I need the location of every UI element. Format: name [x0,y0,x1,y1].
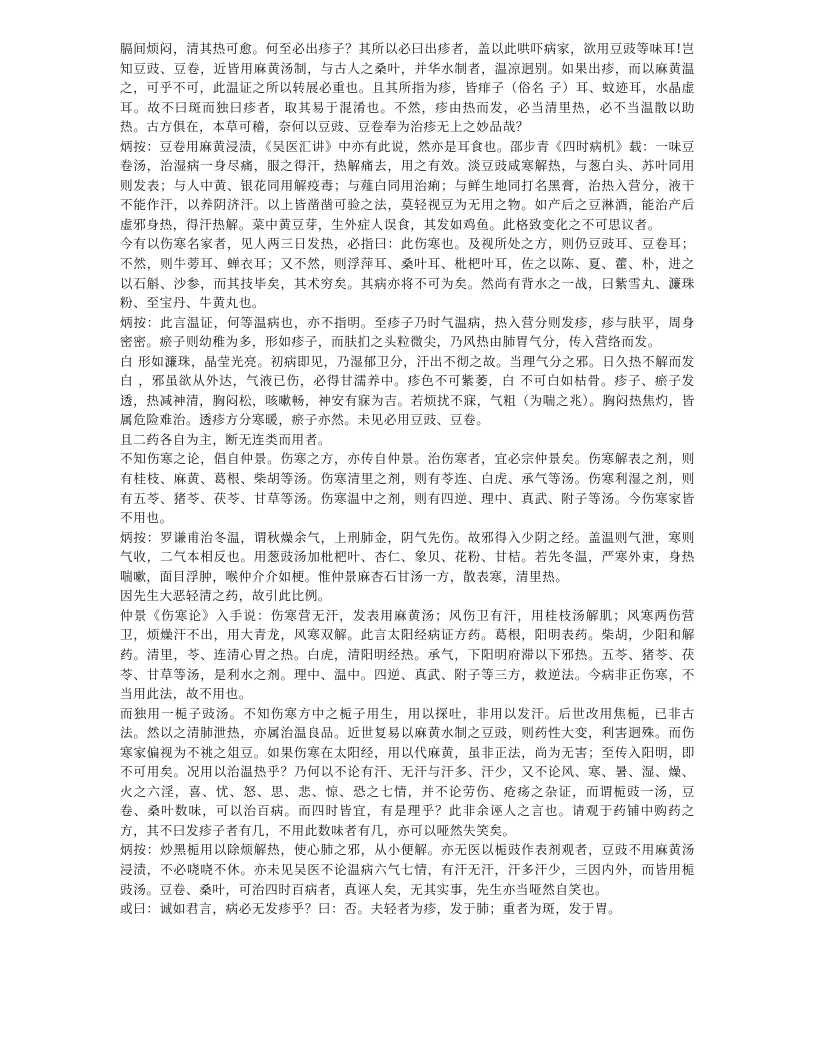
paragraph-7: 不知伤寒之论，倡自仲景。伤寒之方，亦传自仲景。治伤寒者，宜必宗仲景矣。伤寒解表之剂，则有桂枝、麻黄、葛根、柴胡等汤。伤寒清里之剂，则有苓连、白虎、承气等汤。伤寒利湿之剂，则有五苓、猪苓、茯苓、甘草等汤。伤寒温中之剂，则有四逆、理中、真武、附子等汤。今伤寒家皆不用也。 [120,451,695,526]
paragraph-11: 而独用一栀子豉汤。不知伤寒方中之栀子用生，用以探吐，非用以发汗。后世改用焦栀，已非古法。然以之清肺泄热，亦属治温良品。近世复易以麻黄水制之豆豉，则药性大变，利害迥殊。而伤寒家偏视为不祧之俎豆。如果伤寒在太阳经，用以代麻黄，虽非正法，尚为无害；至传入阳明，即不可用矣。况用以治温热乎？乃何以不论有汗、无汗与汗多、汗少，又不论风、寒、暑、湿、燥、火之六淫，喜、忧、怒、思、悲、惊、恐之七情，并不论劳伤、疮疡之杂证，而谓栀豉一汤，豆卷、桑叶数味，可以治百病。而四时皆宜，有是理乎？此非余诬人之言也。请观于药铺中购药之方，其不曰发疹子者有几，不用此数味者有几，亦可以哑然失笑矣。 [120,705,695,838]
paragraph-5: 白 形如濂珠，晶莹光亮。初病即见，乃湿郁卫分，汗出不彻之故。当理气分之邪。日久热不解而发白 ，邪虽欲从外达，气液已伤，必得甘濡养中。疹色不可紫萎，白 不可白如枯骨。疹子、瘀子发透，热减神清，胸闷松，咳嗽畅，神安有寐为吉。若烦扰不寐，气粗（为喘之兆）。胸闷热焦灼，皆属危险难治。透疹方分寒暖，瘀子亦然。未见必用豆豉、豆卷。 [120,353,695,428]
paragraph-1: 膈间烦闷，清其热可愈。何至必出疹子？其所以必曰出疹者，盖以此哄吓病家，欲用豆豉等味耳!岂知豆豉、豆卷，近皆用麻黄汤制，与古人之桑叶，并华水制者，温凉迥别。如果出疹，而以麻黄温之，可乎不可，此温证之所以转展必重也。且其所指为疹，皆痱子（俗名 子）耳、蚊迹耳，水晶虚 耳。故不曰斑而独曰疹者，取其易于混淆也。不然，疹由热而发，必当清里热，必不当温散以助热。古方俱在，本草可稽，奈何以豆豉、豆卷奉为治疹无上之妙品哉？ [120,41,695,135]
paragraph-12: 炳按：炒黑栀用以除烦解热，使心肺之邪，从小便解。亦无医以栀豉作表剂观者，豆豉不用麻黄汤浸渍，不必哓哓不休。亦未见吴医不论温病六气七情，有汗无汗，汗多汗少，三因内外，而皆用栀豉汤。豆卷、桑叶，可治四时百病者，真诬人矣，无其实事，先生亦当哑然自笑也。 [120,842,695,897]
paragraph-8: 炳按：罗谦甫治冬温，谓秋燥余气，上刑肺金，阴气先伤。故邪得入少阴之经。盖温则气泄，寒则气收，二气本相反也。用葱豉汤加枇杷叶、杏仁、象贝、花粉、甘桔。若先冬温，严寒外束，身热喘嗽，面目浮肿，喉仲介介如梗。惟仲景麻杏石甘汤一方，散表寒，清里热。 [120,529,695,584]
paragraph-2: 炳按：豆卷用麻黄浸渍，《吴医汇讲》中亦有此说，然亦是耳食也。邵步青《四时病机》载：一味豆卷汤，治湿病一身尽痛，服之得汗，热解痛去，用之有效。淡豆豉咸寒解热，与葱白头、苏叶同用则发表；与人中黄、银花同用解疫毒；与薤白同用治痢；与鲜生地同打名黑膏，治热入营分，液干不能作汗，以养阴济汗。以上皆凿凿可验之法，莫轻视豆为无用之物。如产后之豆淋酒，能治产后虚邪身热，得汗热解。菜中黄豆芽，生外症人误食，其发如鸡鱼。此格致变化之不可思议者。 [120,138,695,232]
paragraph-9: 因先生大恶轻清之药，故引此比例。 [120,588,332,604]
paragraph-10: 仲景《伤寒论》入手说：伤寒营无汗，发表用麻黄汤；风伤卫有汗，用桂枝汤解肌；风寒两伤营卫，烦燥汗不出，用大青龙，风寒双解。此言太阳经病证方药。葛根，阳明表药。柴胡，少阳和解药。清里，苓、连清心胃之热。白虎，清阳明经热。承气，下阳明府滞以下邪热。五苓、猪苓、茯苓、甘草等汤，是利水之剂。理中、温中。四逆、真武、附子等三方，救逆法。今病非正伤寒，不当用此法，故不用也。 [120,607,695,702]
paragraph-13: 或曰：诚如君言，病必无发疹乎？曰：否。夫轻者为疹，发于肺；重者为斑，发于胃。 [120,901,622,917]
paragraph-6: 且二药各自为主，断无连类而用者。 [120,431,332,447]
paragraph-4: 炳按：此言温证，何等温病也，亦不指明。至疹子乃时气温病，热入营分则发疹，疹与肤平，周身密密。瘀子则幼稚为多，形如疹子，而肤扪之头粒微尖，乃风热由肺胃气分，传入营络而发。 [120,314,695,350]
paragraph-3: 今有以伤寒名家者，见人两三日发热，必指曰：此伤寒也。及视所处之方，则仍豆豉耳、豆卷耳；不然，则牛蒡耳、蝉衣耳；又不然，则浮萍耳、桑叶耳、枇杷叶耳，佐之以陈、夏、藿、朴，进之以石斛、沙参，而其技毕矣，其术穷矣。其病亦将不可为矣。然尚有背水之一战，曰紫雪丸、濂珠粉、至宝丹、牛黄丸也。 [120,236,695,311]
